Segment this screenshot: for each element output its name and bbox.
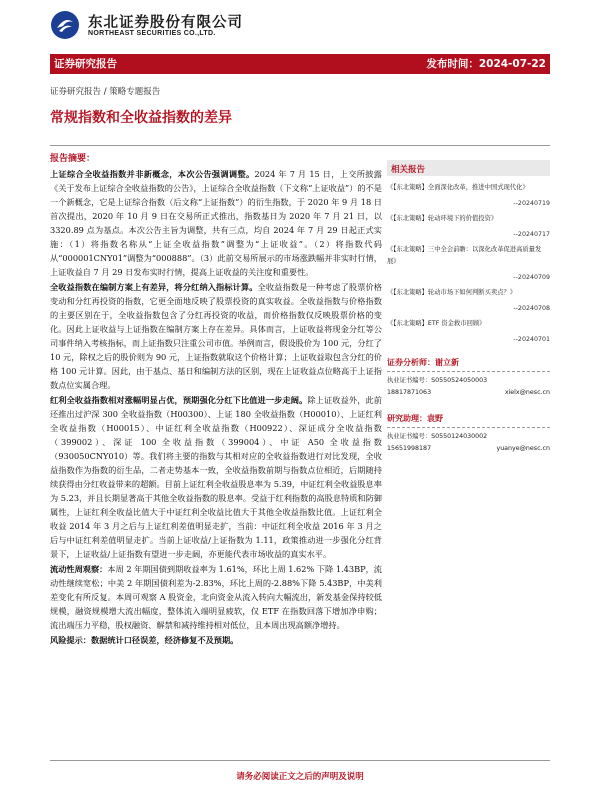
- related-report-link[interactable]: 《【东北策略】轮动环境下的价值投资》: [387, 215, 498, 222]
- analyst-cert: 执业证书编号：S0550124030002: [387, 433, 488, 440]
- related-report-date: --20240708: [513, 305, 550, 312]
- paragraph-lead: 全收益指数在编制方案上有差异，将分红纳入指标计算。: [50, 282, 258, 292]
- footer-disclaimer: 请务必阅读正文之后的声明及说明: [236, 772, 364, 782]
- related-report-date: --20240717: [513, 231, 550, 238]
- company-name-en: NORTHEAST SECURITIES CO.,LTD.: [88, 30, 216, 37]
- summary-paragraph: [50, 393, 382, 561]
- publish-date: 发布时间：2024-07-22: [426, 58, 546, 70]
- company-logo: [50, 10, 245, 42]
- analyst-block: [387, 413, 550, 455]
- summary-paragraph: [50, 280, 382, 392]
- paragraph-lead: 上证综合全收益指数并非新概念，本次公告强调调整。: [50, 169, 255, 179]
- company-name-cn: 东北证券股份有限公司: [88, 15, 243, 31]
- paragraph-lead: 红利全收益指数相对涨幅明显占优，预期强化分红下比值进一步走阔。: [50, 395, 308, 405]
- related-report-link[interactable]: 《【东北策略】轮动市场下如何判断买卖点？》: [387, 289, 517, 296]
- analyst-block: [387, 357, 550, 399]
- analyst-phone: 18817871063: [387, 389, 432, 396]
- summary-paragraph: [50, 167, 382, 279]
- analyst-phone: 15651998187: [387, 445, 432, 452]
- related-report-date: --20240701: [513, 336, 550, 343]
- related-report-link[interactable]: 《【东北策略】ETF 资金救市回顾》: [387, 320, 486, 327]
- paragraph-text: 全收益指数是一种考虑了股票价格变动和分红再投资的指数，它更全面地反映了股票投资的真实收益。全收益指数与价格指数的主要区别在于，全收益指数包含了分红再投资的收益，而价格指数仅反映股票价格的变化。因此上证收益与上证指数在编制方案上存在差异。具体而言，上证收益将现金分红等公司事件纳入考核指标，而上证指数只注重公司市值。举例而言，假设股价为 100 元，分红了 10 元，除权之后的股价则为 90 元，上证指数就取这个价格计算；上证收益取包含分红的价格 100 元计算。因此，由于基点、基日和编制方法的区别，现在上证收益点位略高于上证指数点位实属合理。: [50, 282, 382, 390]
- risk-text: 数据统计口径误差，经济修复不及预期。: [90, 635, 239, 645]
- analyst-email[interactable]: yuanye@nesc.cn: [496, 445, 550, 452]
- analyst-email[interactable]: xielx@nesc.cn: [504, 389, 550, 396]
- analyst-name: 研究助理：袁野: [387, 413, 550, 428]
- related-report-link[interactable]: 《【东北策略】全面深化改革，推进中国式现代化》: [387, 184, 529, 191]
- analyst-contact: [387, 443, 550, 455]
- risk-paragraph: [50, 633, 382, 647]
- analyst-name: 证券分析师：谢立新: [387, 357, 550, 372]
- related-reports-heading: 相关报告: [387, 160, 550, 176]
- footer-divider: [50, 760, 550, 761]
- analyst-cert: 执业证书编号：S0550524050003: [387, 377, 488, 384]
- related-report-link[interactable]: 《【东北策略】三中全会前瞻：以深化改革促进高质量发展》: [387, 246, 542, 265]
- paragraph-lead: 风险提示：: [50, 635, 91, 645]
- paragraph-text: 除上证收益外，此前还推出过沪深 300 全收益指数（H00300）、上证 180 全收益指数（H00010）、上证红利全收益指数（H00015）、中证红利全收益指数（H00922）、深证成分全收益指数（399002）、深证 100 全收益指数（399004）、中证 A50 全收益指数（930050CNY010）等。我们将主要的指数与其相对应的全收益指数进行对比发现，全收益指数作为指数的衍生品，二者走势基本一致，全收益指数前期与指数点位相近，后期随持续获得由分红收益带来的超额。目前上证红利全收益股息率为 5.39，中证红利全收益股息率为 5.23，并且长期显著高于其他全收益指数的股息率。受益于红利指数的高股息特质和防御属性，上证红利全收益比值大于中证红利全收益比值大于其他全收益指数比值。上证红利全收益 2014 年 3 月之后与上证红利差值明显走扩，当前：中证红利全收益 2016 年 3 月之后与中证红利差值明显走扩。当前上证收益/上证指数为 1.11，政策推动进一步强化分红背景下，上证收益/上证指数有望进一步走阔，亦更能代表市场收益的真实水平。: [50, 395, 382, 559]
- summary-section: [50, 152, 382, 648]
- divider: [50, 145, 550, 146]
- summary-heading: 报告摘要：: [50, 154, 96, 164]
- company-logo-icon: [50, 10, 80, 40]
- breadcrumb: 证券研究报告 / 策略专题报告: [50, 87, 161, 97]
- analyst-contact: [387, 387, 550, 399]
- report-type-label: 证券研究报告: [54, 58, 117, 70]
- paragraph-lead: 流动性周观察：: [50, 564, 108, 574]
- paragraph-text: 2024 年 7 月 15 日，上交所披露《关于发布上证综合全收益指数的公告》，上证综合全收益指数（下文称“上证收益”）的不是一个新概念，它是上证综合指数（后文称“上证指数”）的衍生指数，于 2020 年 9 月 18 日首次提出，2020 年 10 月 9 日在交易所正式推出，指数基日为 2020 年 7 月 21 日，以 3320.89 点为基点。本次公告主旨为调整，共有三点，均自 2024 年 7 月 29 日起正式实施：（1）将指数名称从“上证全收益指数”调整为“上证收益”。（2）将指数代码从“000001CNY01”调整为“000888”。（3）此前交易所展示的市场涨跌幅并非实时行情，上证收益自 7 月 29 日发布实时行情，提高上证收益的关注度和重要性。: [50, 169, 382, 277]
- page-title: 常规指数和全收益指数的差异: [50, 110, 232, 126]
- sidebar: [387, 160, 550, 455]
- related-report-date: --20240719: [513, 200, 550, 207]
- report-banner: [50, 54, 550, 74]
- related-report-date: --20240709: [513, 274, 550, 281]
- paragraph-text: 本周 2 年期国债到期收益率为 1.61%，环比上周 1.62% 下降 1.43BP，流动性继续宽松；中美 2 年期国债利差为-2.83%，环比上周的-2.88%下降 5.43BP，中美利差变化有所反复。本周可观察 A 股资金，北向资金从流入转向大幅流出，新发基金保持较低规模，融资规模增大流出幅度，整体流入端明显疲软，仅 ETF 在指数回落下增加净申购；流出端压力平稳，股权融资、解禁和减持维持相对低位，且本周出现高额净增持。: [50, 564, 382, 630]
- summary-paragraph: [50, 562, 382, 632]
